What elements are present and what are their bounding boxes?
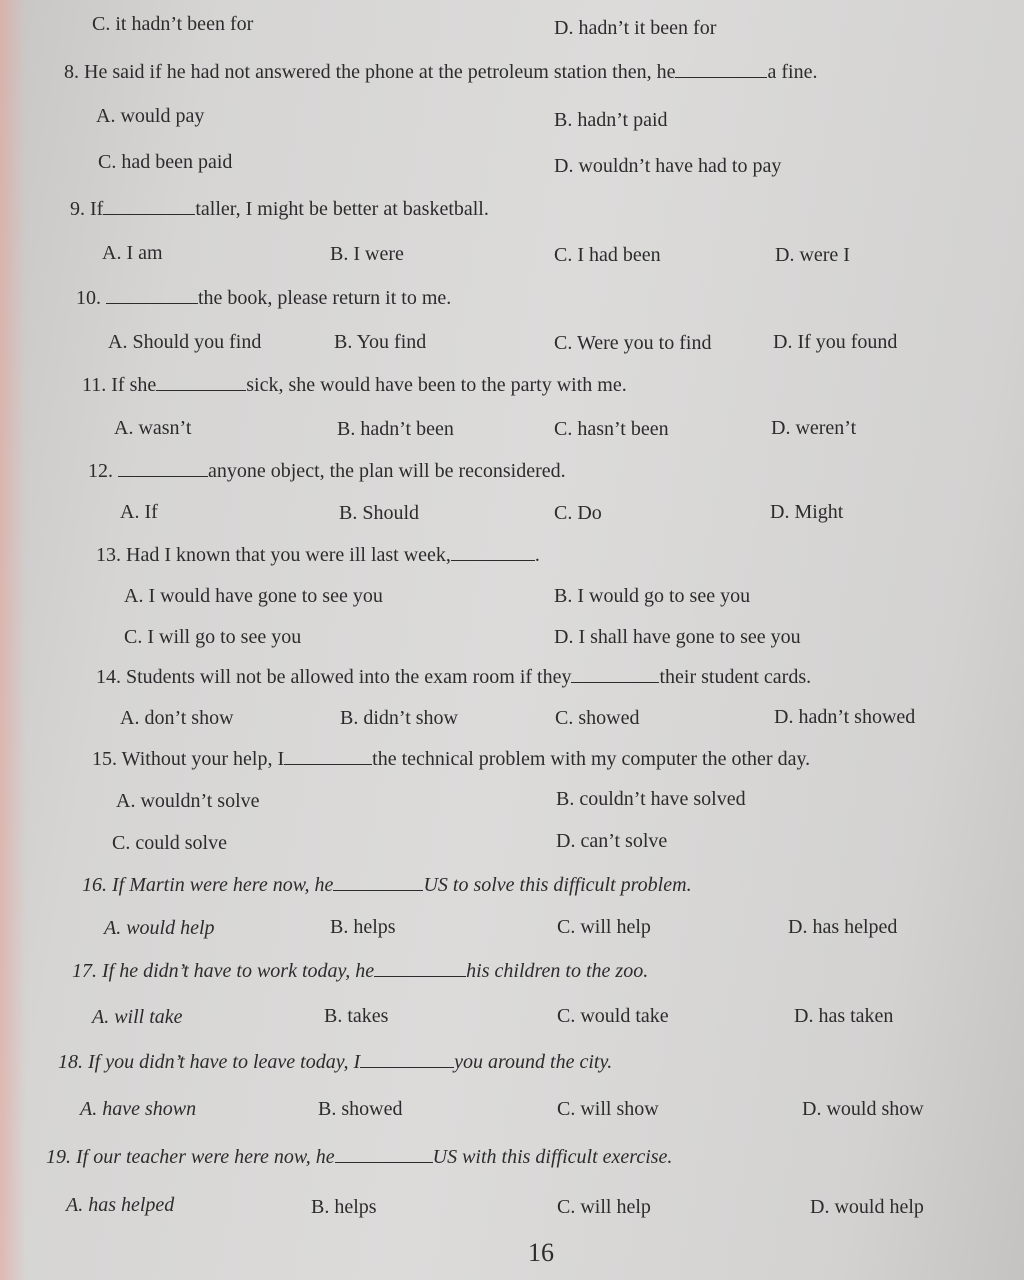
option-c: C. had been paid <box>98 151 233 173</box>
option-d: D. hadn’t showed <box>774 706 916 728</box>
option-b: B. hadn’t paid <box>554 109 668 131</box>
question-text-before: If he didn’t have to work today, he <box>102 960 375 982</box>
option-a: A. would pay <box>96 105 205 127</box>
answer-blank <box>284 748 372 765</box>
question-number: 8. <box>64 61 79 83</box>
question-number: 19. <box>46 1146 71 1168</box>
question-text-after: the technical problem with my computer the other day. <box>372 748 811 770</box>
question-number: 17. <box>72 960 97 982</box>
option-a: A. I am <box>102 242 163 264</box>
option-c: C. hasn’t been <box>554 418 669 440</box>
option-c: C. I had been <box>554 244 661 266</box>
question-text-after: the book, please return it to me. <box>198 287 452 309</box>
question-number: 9. <box>70 198 85 220</box>
option-a: A. has helped <box>66 1194 175 1216</box>
question-text-before: He said if he had not answered the phone at the petroleum station then, he <box>84 61 676 83</box>
option-c: C. I will go to see you <box>124 626 302 648</box>
question-text-after: sick, she would have been to the party with me. <box>246 374 627 396</box>
question-text-after: taller, I might be better at basketball. <box>195 198 489 220</box>
question-text-before: If <box>90 198 104 220</box>
option-c: C. will help <box>557 1196 651 1218</box>
option-a: A. If <box>120 501 158 523</box>
option-a: A. will take <box>92 1006 183 1028</box>
question-text-before: If Martin were here now, he <box>112 874 334 896</box>
question-9 <box>70 197 489 221</box>
option-c: C. showed <box>555 707 640 729</box>
option-b: B. I would go to see you <box>554 585 751 607</box>
option-c: C. will show <box>557 1098 659 1120</box>
question-text-after: anyone object, the plan will be reconsidered. <box>208 460 566 482</box>
option-b: B. hadn’t been <box>337 418 454 440</box>
option-d: D. can’t solve <box>556 830 668 852</box>
option-a: A. don’t show <box>120 707 234 729</box>
option-b: B. I were <box>330 243 404 265</box>
question-text-before: Students will not be allowed into the exam room if they <box>126 666 572 688</box>
option-d: D. has helped <box>788 916 898 938</box>
question-text-before: If our teacher were here now, he <box>76 1146 335 1168</box>
option-d: D. has taken <box>794 1005 894 1027</box>
question-16 <box>82 873 692 897</box>
option-d: D. If you found <box>773 331 898 353</box>
option-d: D. were I <box>775 244 850 266</box>
option-top-c: C. it hadn’t been for <box>92 13 254 35</box>
answer-blank <box>103 198 195 215</box>
option-a: A. have shown <box>80 1098 197 1120</box>
question-number: 18. <box>58 1051 83 1073</box>
question-12 <box>88 459 566 483</box>
option-c: C. will help <box>557 916 651 938</box>
option-a: A. I would have gone to see you <box>124 585 383 607</box>
option-b: B. helps <box>330 916 396 938</box>
option-b: B. You find <box>334 331 427 353</box>
option-b: B. couldn’t have solved <box>556 788 746 810</box>
option-top-d: D. hadn’t it been for <box>554 17 717 39</box>
question-19 <box>46 1145 672 1169</box>
question-text-after: US to solve this difficult problem. <box>423 874 692 896</box>
option-d: D. would show <box>802 1098 924 1120</box>
question-number: 12. <box>88 460 113 482</box>
question-number: 16. <box>82 874 107 896</box>
question-10 <box>76 286 451 310</box>
answer-blank <box>335 1146 433 1163</box>
question-18 <box>58 1050 612 1074</box>
option-a: A. would help <box>104 917 215 939</box>
question-13 <box>96 543 540 567</box>
question-8 <box>64 60 817 84</box>
option-a: A. wouldn’t solve <box>116 790 260 812</box>
question-text-after: US with this difficult exercise. <box>432 1146 673 1168</box>
question-number: 14. <box>96 666 121 688</box>
answer-blank <box>675 61 767 78</box>
question-number: 10. <box>76 287 101 309</box>
option-d: D. I shall have gone to see you <box>554 626 801 648</box>
option-c: C. could solve <box>112 832 227 854</box>
question-text-after: a fine. <box>767 61 818 83</box>
option-a: A. wasn’t <box>114 417 192 439</box>
option-b: B. didn’t show <box>340 707 458 729</box>
answer-blank <box>118 460 208 477</box>
option-b: B. helps <box>311 1196 377 1218</box>
answer-blank <box>360 1051 454 1068</box>
question-text-before: Had I known that you were ill last week, <box>126 544 451 566</box>
option-d: D. weren’t <box>771 417 857 439</box>
option-b: B. showed <box>318 1098 403 1120</box>
question-number: 15. <box>92 748 117 770</box>
question-text-before: If you didn’t have to leave today, I <box>88 1051 361 1073</box>
option-c: C. Were you to find <box>554 332 712 354</box>
question-number: 13. <box>96 544 121 566</box>
option-d: D. Might <box>770 501 844 523</box>
question-text-after: their student cards. <box>659 666 812 688</box>
question-text-after: . <box>534 544 540 566</box>
page-number: 16 <box>528 1238 554 1267</box>
question-15 <box>92 747 810 771</box>
question-number: 11. <box>82 374 107 396</box>
option-c: C. would take <box>557 1005 669 1027</box>
answer-blank <box>333 874 423 891</box>
answer-blank <box>451 544 535 561</box>
option-d: D. wouldn’t have had to pay <box>554 155 782 177</box>
question-17 <box>72 959 648 983</box>
question-11 <box>82 373 627 397</box>
option-c: C. Do <box>554 502 602 524</box>
answer-blank <box>106 287 198 304</box>
question-text-after: his children to the zoo. <box>466 960 649 982</box>
answer-blank <box>571 666 659 683</box>
option-b: B. Should <box>339 502 420 524</box>
answer-blank <box>374 960 466 977</box>
option-d: D. would help <box>810 1196 924 1218</box>
question-text-before: Without your help, I <box>121 748 285 770</box>
answer-blank <box>156 374 246 391</box>
option-b: B. takes <box>324 1005 389 1027</box>
question-text-before: If she <box>111 374 157 396</box>
question-14 <box>96 665 811 689</box>
option-a: A. Should you find <box>108 331 262 353</box>
question-text-after: you around the city. <box>454 1051 613 1073</box>
